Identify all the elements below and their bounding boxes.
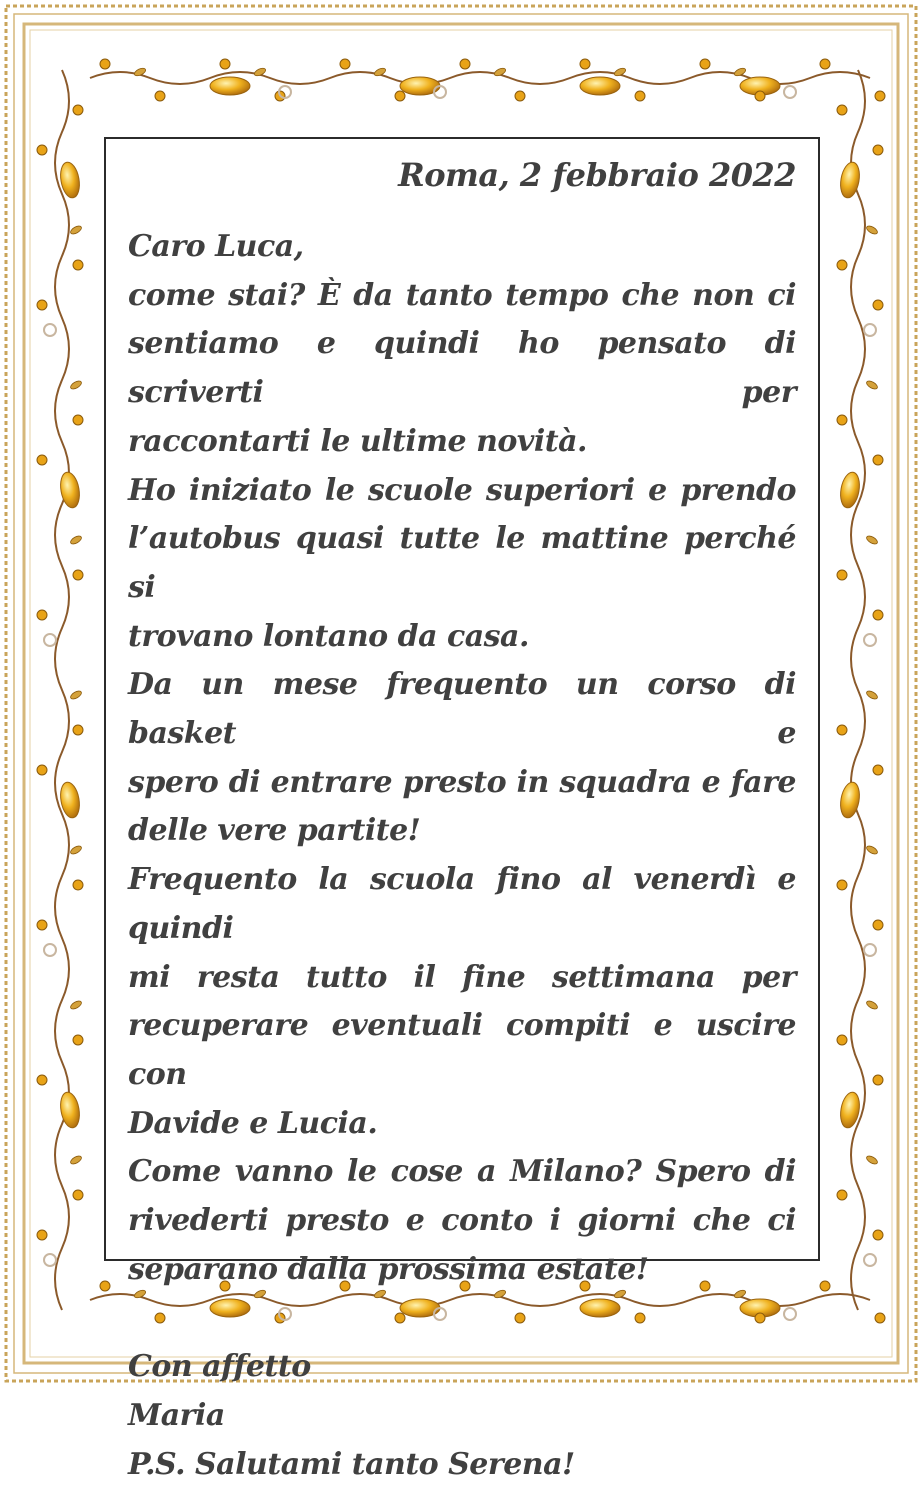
leaf-icon — [865, 224, 878, 235]
leaf-icon — [69, 534, 82, 545]
leaf-icon — [865, 844, 878, 855]
berry-icon — [875, 91, 885, 101]
berry-icon — [220, 59, 230, 69]
berry-icon — [873, 610, 883, 620]
leaf-icon — [69, 379, 82, 390]
berry-icon — [875, 1313, 885, 1323]
body-line: trovano lontano da casa. — [128, 618, 529, 654]
berry-icon — [73, 1190, 83, 1200]
leaf-icon — [69, 224, 82, 235]
body-line: recuperare eventuali compiti e uscire con — [128, 1008, 796, 1092]
body-line: Davide e Lucia. — [128, 1105, 378, 1141]
flower-bud-icon — [210, 77, 250, 95]
leaf-icon — [865, 1154, 878, 1165]
berry-icon — [837, 1035, 847, 1045]
body-line: delle vere partite! — [128, 813, 421, 849]
body-line: Frequento la scuola fino al venerdì e quindi — [128, 862, 796, 946]
berry-icon — [395, 91, 405, 101]
leaf-icon — [865, 534, 878, 545]
body-line: l’autobus quasi tutte le mattine perché si — [128, 521, 796, 605]
leaf-icon — [865, 689, 878, 700]
berry-icon — [700, 59, 710, 69]
berry-icon — [73, 570, 83, 580]
swirl-icon — [864, 324, 876, 336]
closing: Con affetto — [128, 1349, 311, 1385]
berry-icon — [873, 1075, 883, 1085]
berry-icon — [37, 920, 47, 930]
berry-icon — [873, 1230, 883, 1240]
berry-icon — [873, 455, 883, 465]
berry-icon — [37, 610, 47, 620]
berry-icon — [340, 59, 350, 69]
berry-icon — [515, 91, 525, 101]
leaf-icon — [69, 844, 82, 855]
flower-bud-icon — [580, 77, 620, 95]
berry-icon — [37, 1075, 47, 1085]
berry-icon — [873, 765, 883, 775]
leaf-icon — [865, 999, 878, 1010]
berry-icon — [837, 880, 847, 890]
berry-icon — [100, 1281, 110, 1291]
berry-icon — [873, 300, 883, 310]
body-line: rivederti presto e conto i giorni che ci — [128, 1203, 796, 1239]
blank-line — [128, 1294, 796, 1343]
berry-icon — [37, 300, 47, 310]
salutation: Caro Luca, — [128, 229, 304, 264]
berry-icon — [837, 260, 847, 270]
berry-icon — [635, 91, 645, 101]
body-line: Da un mese frequento un corso di basket e — [128, 667, 796, 752]
berry-icon — [820, 59, 830, 69]
body-line: separano dalla prossima estate! — [128, 1251, 649, 1287]
berry-icon — [460, 59, 470, 69]
swirl-icon — [864, 944, 876, 956]
berry-icon — [873, 145, 883, 155]
berry-icon — [873, 920, 883, 930]
berry-icon — [73, 105, 83, 115]
swirl-icon — [864, 634, 876, 646]
swirl-icon — [44, 634, 56, 646]
berry-icon — [73, 725, 83, 735]
leaf-icon — [69, 689, 82, 700]
berry-icon — [100, 59, 110, 69]
body-line: Ho iniziato le scuole superiori e prendo — [128, 472, 796, 508]
berry-icon — [580, 59, 590, 69]
berry-icon — [837, 415, 847, 425]
berry-icon — [837, 570, 847, 580]
berry-icon — [73, 1035, 83, 1045]
swirl-icon — [864, 1254, 876, 1266]
berry-icon — [73, 415, 83, 425]
body-line: sentiamo e quindi ho pensato di scriverti per — [128, 326, 796, 411]
berry-icon — [37, 455, 47, 465]
body-line: Come vanno le cose a Milano? Spero di — [128, 1154, 796, 1190]
body-line: mi resta tutto il fine settimana per — [128, 959, 796, 995]
berry-icon — [837, 1190, 847, 1200]
signature: Maria — [128, 1397, 225, 1433]
swirl-icon — [44, 944, 56, 956]
body-line: raccontarti le ultime novità. — [128, 423, 587, 459]
berry-icon — [837, 725, 847, 735]
berry-icon — [73, 880, 83, 890]
berry-icon — [37, 765, 47, 775]
berry-icon — [73, 260, 83, 270]
postscript: P.S. Salutami tanto Serena! — [128, 1446, 575, 1482]
letter-box — [104, 137, 820, 1482]
berry-icon — [755, 91, 765, 101]
berry-icon — [820, 1281, 830, 1291]
berry-icon — [155, 91, 165, 101]
berry-icon — [37, 1230, 47, 1240]
letter-date: Roma, 2 febbraio 2022 — [398, 156, 796, 194]
leaf-icon — [865, 379, 878, 390]
swirl-icon — [44, 324, 56, 336]
swirl-icon — [784, 86, 796, 98]
berry-icon — [37, 145, 47, 155]
body-line: come stai? È da tanto tempo che non ci — [128, 277, 796, 313]
body-line: spero di entrare presto in squadra e fare — [128, 764, 796, 800]
swirl-icon — [44, 1254, 56, 1266]
leaf-icon — [69, 1154, 82, 1165]
leaf-icon — [69, 999, 82, 1010]
berry-icon — [837, 105, 847, 115]
